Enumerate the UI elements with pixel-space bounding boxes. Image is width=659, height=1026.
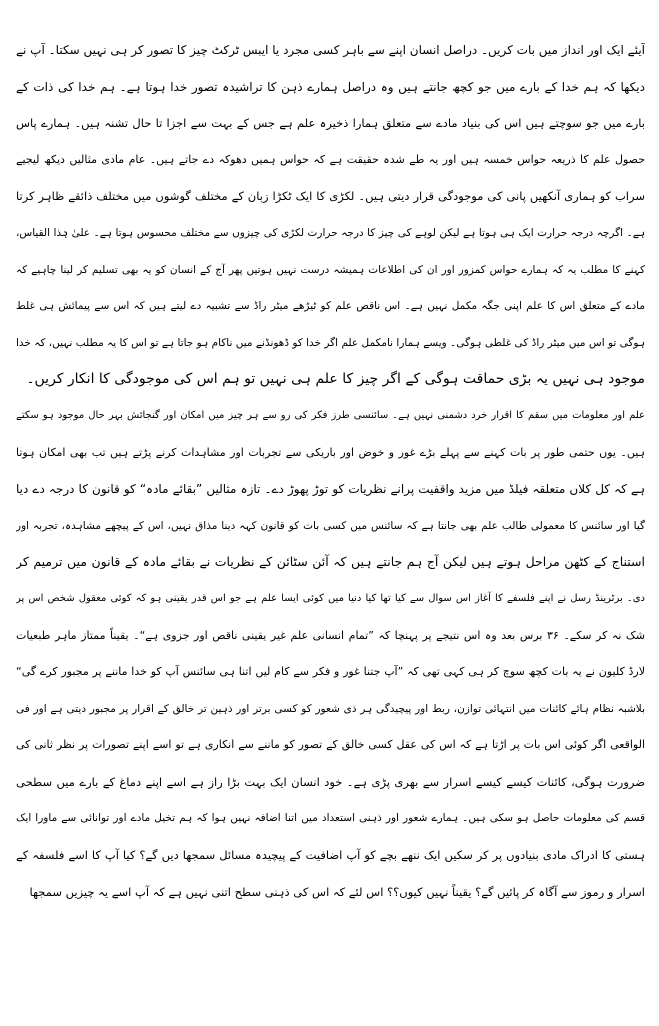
text-line: آیئے ایک اور انداز میں بات کریں۔ دراصل انسان اپنے سے باہر کسی مجرد یا ایبس ٹرکٹ چیز کا تصور کر ہی نہیں سکتا۔ آپ نے (16, 43, 645, 57)
text-line: گیا اور سائنس کا معمولی طالب علم بھی جانتا ہے کہ سائنس میں کسی بات کو قانون کہہ دینا مذاق نہیں، اس کے پیچھے مشاہدہ، تجربہ اور (16, 519, 645, 532)
text-line: شک نہ کر سکے۔ ۳۶ برس بعد وہ اس نتیجے پر پہنچا کہ ”تمام انسانی علم غیر یقینی ناقص اور جزوی ہے“۔ یقیناً ممتاز ماہر طبعیات (16, 628, 645, 642)
paragraph-1 (16, 32, 645, 398)
urdu-text-body (16, 32, 645, 910)
text-line-final: اسرار و رموز سے آگاہ کر پائیں گے؟ یقیناً نہیں کیوں؟؟ اس لئے کہ اس کی ذہنی سطح اتنی نہیں ہے کہ آپ اسے یہ چیزیں سمجھا (29, 884, 645, 899)
text-line: ہوگی تو اس میں میٹر راڈ کی غلطی ہوگی۔ ویسے ہمارا نامکمل علم اگر خدا کو ڈھونڈنے میں ناکام ہو جاتا ہے تو اس کا یہ مطلب نہیں، کہ خدا (16, 336, 645, 349)
text-line: بارے میں جو سوچتے ہیں اس کی بنیاد مادے سے متعلق ہمارا ذخیرہ علم ہے جس کے بہت سے اجزا تا حال تشنہ ہیں۔ ہمارے پاس (16, 116, 645, 131)
text-line: حصول علم کا ذریعہ حواس خمسہ ہیں اور یہ طے شدہ حقیقت ہے کہ حواس ہمیں دھوکہ دے جاتے ہیں۔ عام مادی مثالیں دیکھ لیجیے (16, 152, 645, 166)
text-line: علم اور معلومات میں سقم کا اقرار خرد دشمنی نہیں ہے۔ سائنسی طرز فکر کی رو سے ہر چیز میں امکان اور گنجائش بہر حال موجود ہو سکتے (16, 409, 645, 421)
text-line: دیکھا کہ ہم خدا کے بارے میں جو کچھ جانتے ہیں وہ دراصل ہمارے ذہن کا تراشیدہ تصور خدا ہوتا ہے۔ ہم خدا کی ذات کے (16, 79, 645, 94)
text-line: مادے کے متعلق اس کا علم اپنی جگہ مکمل نہیں ہے۔ اس ناقص علم کو ٹیڑھے میٹر راڈ سے تشبیہ دے لیتے ہیں کہ اس سے پیمائش ہی غلط (16, 300, 645, 313)
text-line: ہے۔ اگرچہ درجہ حرارت ایک ہی ہوتا ہے لیکن لوہے کی چیز کا درجہ حرارت لکڑی کی چیزوں سے مختلف محسوس ہوتا ہے۔ علیٰ ہٰذا القیاس، (16, 226, 645, 239)
text-line: الواقعی اگر کوئی اس بات پر اڑتا ہے کہ اس کی عقل کسی خالق کے تصور کو ماننے سے انکاری ہے تو اسے اپنے تصورات پر نظر ثانی کی (16, 738, 645, 752)
text-line: لارڈ کلیون نے یہ بات کچھ سوچ کر ہی کہی تھی کہ ”آپ جتنا غور و فکر سے کام لیں اتنا ہی سائنس آپ کو خدا ماننے پر مجبور کرے گی“ (16, 665, 645, 679)
text-line: ہیں۔ یوں حتمی طور پر بات کہنے سے پہلے بڑے غور و خوض اور باریکی سے تجربات اور مشاہدات کرنے پڑتے ہیں تب بھی امکان ہوتا (16, 445, 645, 459)
text-line: ضرورت ہوگی، کائنات کیسے کیسے اسرار سے بھری پڑی ہے۔ خود انسان ایک بہت بڑا راز ہے اسے اپنے دماغ کے بارے میں سطحی (16, 774, 645, 789)
text-line: دی۔ برٹرینڈ رسل نے اپنے فلسفے کا آغاز اس سوال سے کیا تھا کیا دنیا میں کوئی ایسا علم ہے جو اس قدر یقینی ہو کہ کوئی معقول شخص اس پر (16, 592, 645, 604)
text-line: ہستی کا ادراک مادی بنیادوں پر کر سکیں ایک ننھے بچے کو آپ اضافیت کے پیچیدہ مسائل سمجھا دیں گے؟ کیا آپ کا اسے فلسفہ کے (16, 848, 645, 863)
text-line: کہنے کا مطلب یہ کہ ہمارے حواس کمزور اور ان کی اطلاعات ہمیشہ درست نہیں ہوتیں پھر آج کے انسان کو یہ بھی تسلیم کر لینا چاہیے کہ (16, 263, 645, 276)
text-line-paragraph-end: موجود ہی نہیں یہ بڑی حماقت ہوگی کے اگر چیز کا علم ہی نہیں تو ہم اس کی موجودگی کا انکار کریں۔ (26, 371, 645, 388)
paragraph-2 (16, 398, 645, 910)
text-line: استناج کے کٹھن مراحل ہوتے ہیں لیکن آج ہم جانتے ہیں کہ آئن سٹائن کے نظریات نے بقائے مادہ کے قانون میں ترمیم کر (16, 554, 645, 570)
text-line: ہے کہ کل کلاں متعلقہ فیلڈ میں مزید واقفیت پرانے نظریات کو توڑ پھوڑ دے۔ تازہ مثالیں ”بقائے مادہ“ کو قانون کا درجہ دے دیا (16, 482, 645, 497)
text-line: سراب کو ہماری آنکھیں پانی کی موجودگی قرار دیتی ہیں۔ لکڑی کا ایک ٹکڑا زبان کے مختلف گوشوں میں مختلف ذائقے ظاہر کرتا (16, 189, 645, 204)
text-line: قسم کی معلومات حاصل ہو سکی ہیں۔ ہمارے شعور اور ذہنی استعداد میں اتنا اضافہ نہیں ہوا کہ ہم تخیل مادے اور توانائی سے ماورا ایک (16, 812, 645, 825)
text-line: بلاشبہ نظام ہائے کائنات میں انتہائی توازن، ربط اور پیچیدگی ہر ذی شعور کو کسی برتر اور ذہین تر خالق کے اقرار پر مجبور دیتی ہے اور فی (16, 702, 645, 715)
